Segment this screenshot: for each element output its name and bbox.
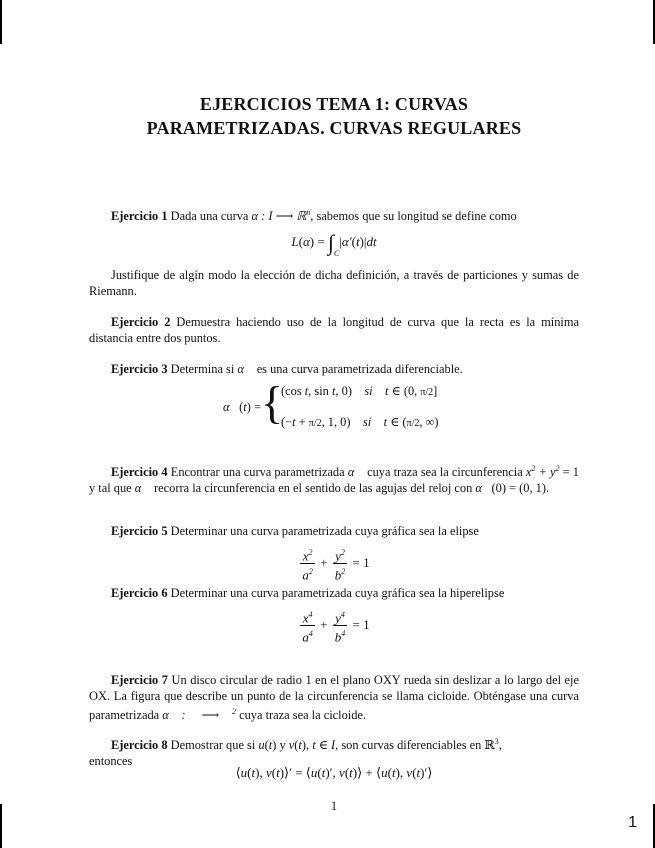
exercise-3-text-a: Determina si bbox=[170, 362, 235, 376]
exercise-7-text-a: Un disco circular de radio 1 en el plano OXY rueda sin deslizar a lo largo del eje OX. La figura que describe un punto de la circunferencia se llama cicloide. Obténgase una curva parametrizada bbox=[89, 673, 579, 723]
exercise-4-text-a: Encontrar una curva parametrizada bbox=[170, 465, 345, 480]
exercise-8-text-b: y bbox=[279, 738, 286, 753]
exercise-7: Ejercicio 7 Un disco circular de radio 1 en el plano OXY rueda sin deslizar a lo largo del eje OX. La figura que describe un punto de la circunferencia se llama cicloide. Obténgase una curva parametrizada α⃗ : ℝ ⟶ ℝ$^2$ cuya traza sea la cicloide. bbox=[89, 673, 579, 723]
exercise-3 bbox=[89, 361, 579, 377]
exercise-2-label: Ejercicio 2 bbox=[111, 315, 171, 329]
exercise-4-text-b: cuya traza sea la circunferencia bbox=[367, 465, 523, 480]
exercise-8-text-a: Demostrar que si bbox=[170, 738, 256, 753]
exercise-4-text-e: . bbox=[546, 481, 550, 496]
exercise-3-math-alpha: α⃗ bbox=[237, 362, 254, 376]
page-number: 1 bbox=[330, 799, 338, 813]
exercise-6-label: Ejercicio 6 bbox=[111, 586, 168, 600]
exercise-5-label: Ejercicio 5 bbox=[111, 524, 168, 538]
exercise-6-text: Determinar una curva parametrizada cuya gráfica sea la hiperelipse bbox=[170, 586, 505, 600]
exercise-8-equation: ⟨u(t), v(t)⟩′ = ⟨u(t)′, v(t)⟩ + ⟨u(t), v(t)′⟩ bbox=[235, 765, 433, 780]
exercise-3-label: Ejercicio 3 bbox=[111, 362, 168, 376]
exercise-4-text-d: recorra la circunferencia en el sentido de las agujas del reloj con bbox=[154, 481, 473, 496]
exercise-8-label: Ejercicio 8 bbox=[111, 738, 168, 753]
title-line-2: PARAMETRIZADAS. CURVAS REGULARES bbox=[146, 118, 522, 138]
exercise-1-label: Ejercicio 1 bbox=[111, 209, 168, 224]
exercise-8: Ejercicio 8 Demostrar que si u(t) y v(t), t ∈ I, son curvas diferenciables en ℝ$^3$, entonces bbox=[89, 734, 579, 769]
title-line-1: EJERCICIOS TEMA 1: CURVAS bbox=[199, 94, 469, 114]
exercise-1 bbox=[89, 205, 579, 224]
exercise-2-text: Demuestra haciendo uso de la longitud de curva que la recta es la mínima distancia entre dos puntos. bbox=[89, 315, 579, 345]
exercise-1-math-alpha: α : I ⟶ ℝ$^n$ bbox=[251, 208, 311, 224]
document-title bbox=[89, 92, 579, 140]
exercise-3-case-2: (−t + π/2, 1, 0) si t ∈ (π/2, ∞) bbox=[281, 415, 439, 429]
exercise-4-text-c: y tal que bbox=[89, 481, 132, 496]
exercise-5-equation: $\frac{x^2}{a^2}$ + $\frac{y^2}{b^2}$ = 1 bbox=[89, 545, 579, 583]
exercise-8-text-c: , son curvas diferenciables en bbox=[335, 738, 482, 753]
exercise-3-case-1: (cos t, sin t, 0) si t ∈ (0, π/2] bbox=[281, 384, 438, 398]
exercise-8-text-d: , bbox=[498, 738, 502, 753]
exercise-1-text-a: Dada una curva bbox=[170, 209, 249, 224]
exercise-4-label: Ejercicio 4 bbox=[111, 465, 168, 480]
exercise-1-text-b: , sabemos que su longitud se define como bbox=[310, 209, 517, 224]
exercise-1-continuation bbox=[89, 267, 579, 299]
crop-mark-bottom-left-v bbox=[0, 804, 2, 848]
viewer-page-number: 1 bbox=[628, 814, 637, 831]
exercise-5 bbox=[89, 523, 579, 539]
exercise-6 bbox=[89, 585, 579, 601]
crop-mark-top-left-v bbox=[0, 0, 2, 44]
exercise-3-text-b: es una curva parametrizada diferenciable. bbox=[256, 362, 463, 376]
exercise-7-text-b: cuya traza sea la cicloide. bbox=[239, 708, 367, 723]
exercise-1-text-c: Justifique de algín modo la elección de dicha definición, a través de particiones y sumas de Riemann. bbox=[89, 268, 579, 298]
exercise-4: Ejercicio 4 Encontrar una curva parametrizada α⃗ cuya traza sea la circunferencia $x^2 + y^2 = 1$ y tal que α⃗ recorra la circunferencia en el sentido de las agujas del reloj con α⃗(0) = (0, 1). bbox=[89, 464, 579, 496]
exercise-5-text: Determinar una curva parametrizada cuya gráfica sea la elipse bbox=[170, 524, 479, 538]
exercise-1-equation: $L(\alpha) = \int_C|\alpha'(t)|dt$ bbox=[291, 230, 377, 258]
exercise-8-text-e: entonces bbox=[89, 754, 133, 769]
exercise-6-equation: $\frac{x^4}{a^4}$ + $\frac{y^4}{b^4}$ = 1 bbox=[89, 607, 579, 645]
exercise-7-label: Ejercicio 7 bbox=[111, 673, 168, 687]
exercise-2 bbox=[89, 314, 579, 346]
